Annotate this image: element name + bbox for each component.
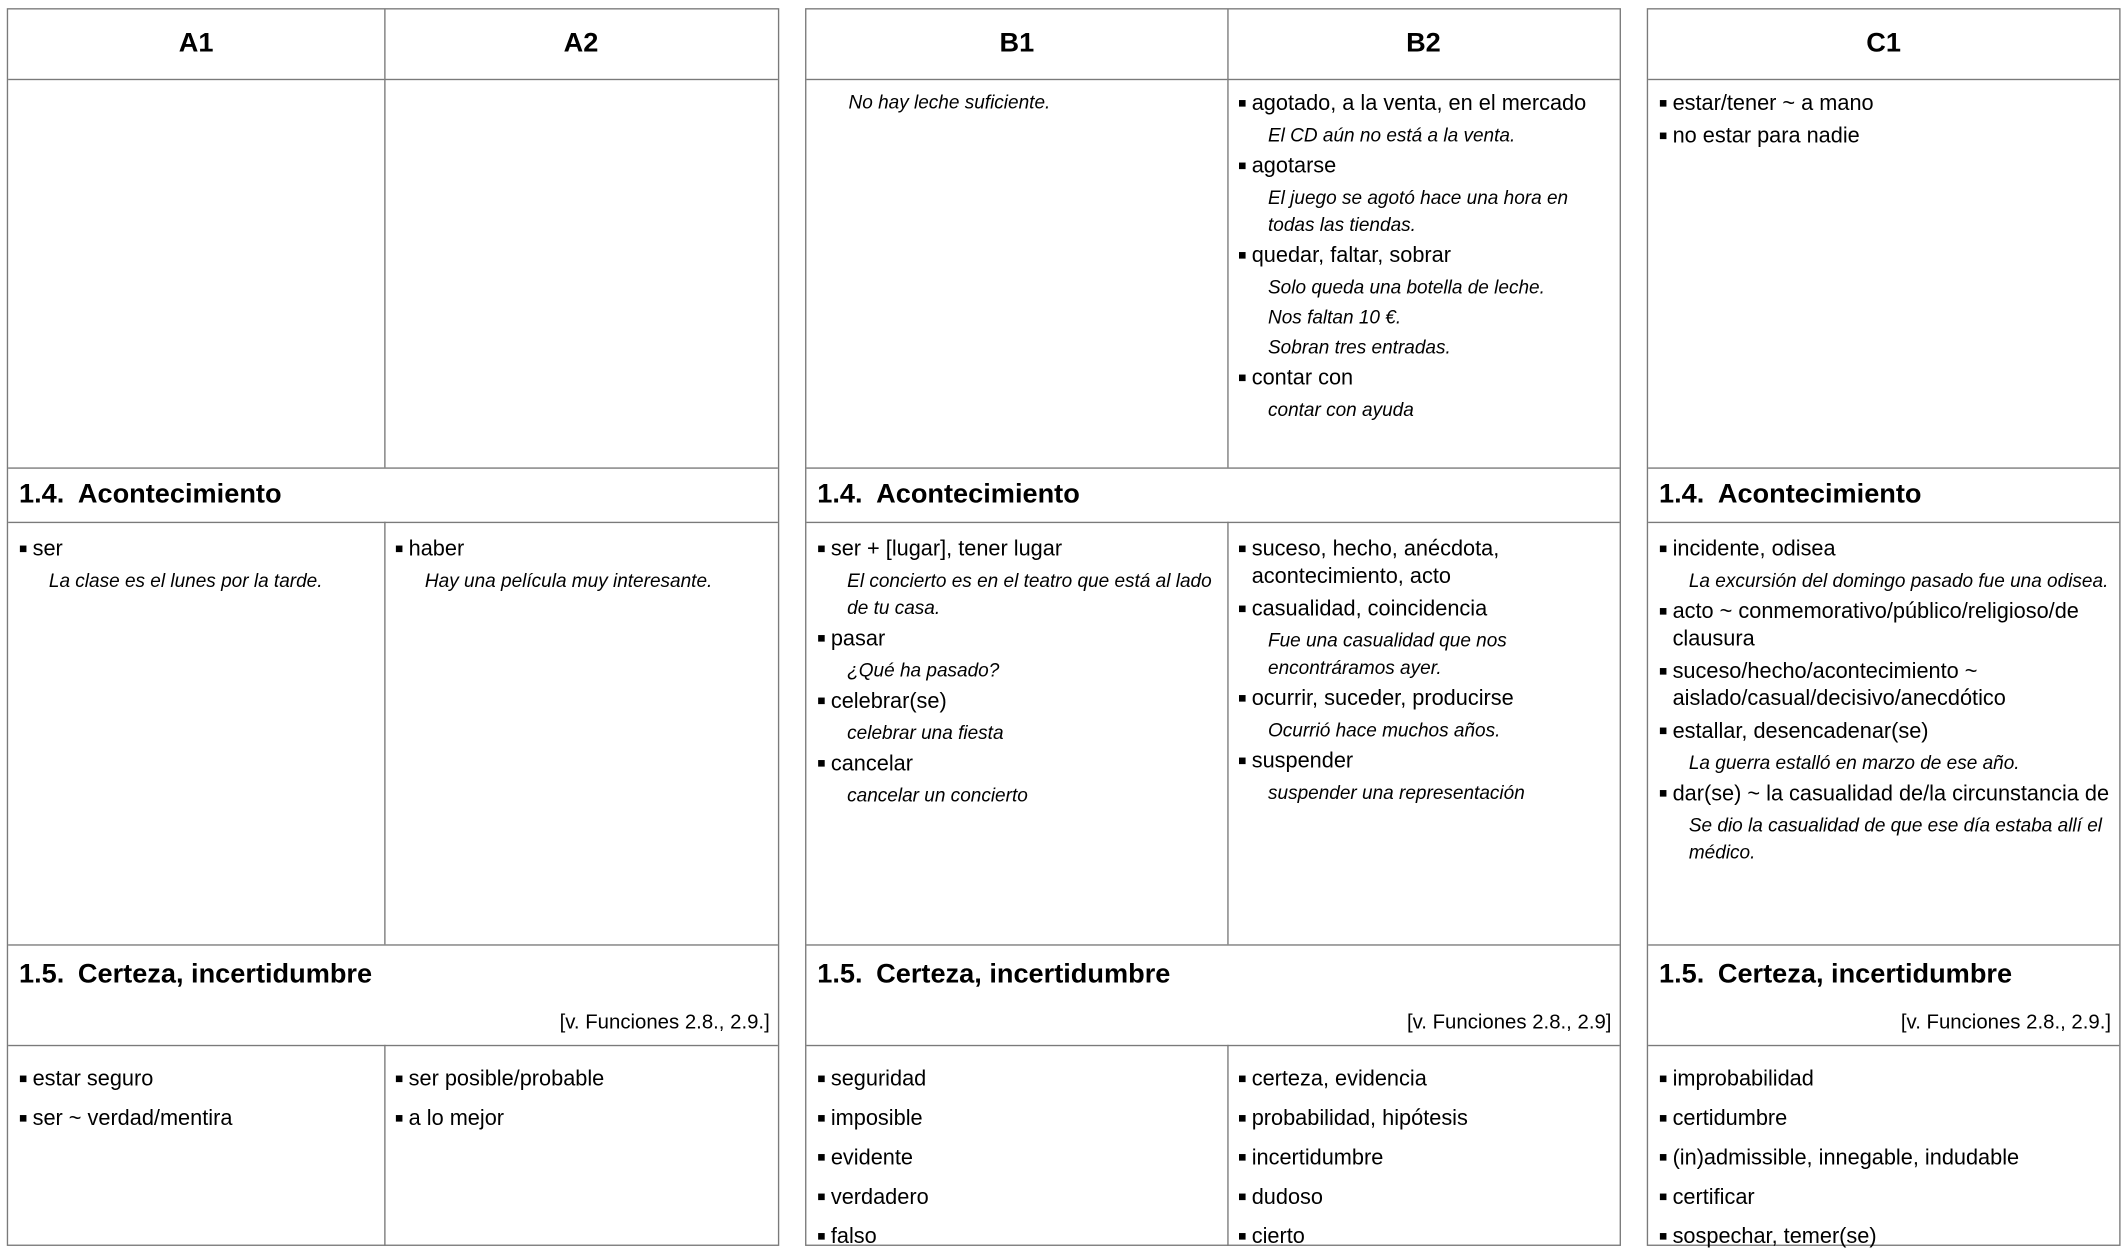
section-number: 1.5. (817, 959, 863, 990)
term-text: (in)admissible, innegable, indudable (1672, 1146, 2020, 1170)
example-text: contar con ayuda (1267, 398, 1414, 420)
term-text: cancelar (830, 752, 913, 776)
term-text: certificar (1672, 1186, 1755, 1210)
bullet-icon: ■ (1238, 542, 1247, 558)
section-number: 1.4. (817, 479, 863, 510)
example-text: La excursión del domingo pasado fue una odisea. (1688, 569, 2109, 592)
example-text: La clase es el lunes por la tarde. (48, 569, 323, 592)
term-item (395, 1106, 770, 1133)
term-text: estar seguro (32, 1067, 154, 1092)
term-item (395, 537, 770, 564)
section-1-5 (1648, 946, 2119, 1045)
term-text: acto ~ conmemorativo/público/religioso/de clausura (1672, 600, 2079, 651)
section-title: Acontecimiento (1717, 479, 1922, 510)
bullet-icon: ■ (1238, 1111, 1247, 1127)
section-number: 1.5. (1658, 959, 1705, 990)
b1-cert-cell (806, 1049, 1227, 1251)
bullet-icon: ■ (1658, 1150, 1668, 1166)
bullet-icon: ■ (1238, 158, 1247, 174)
example-text: La guerra estalló en marzo de ese año. (1688, 751, 2020, 774)
term-item (19, 1067, 376, 1094)
term-text: celebrar(se) (830, 690, 947, 714)
example-text: Ocurrió hace muchos años. (1267, 718, 1501, 741)
term-item (19, 1106, 376, 1133)
bullet-icon: ■ (1238, 1190, 1247, 1206)
term-item (1238, 154, 1611, 181)
section-title: Certeza, incertidumbre (1717, 959, 2013, 990)
example-text: Se dio la casualidad de que ese día estaba allí el médico. (1688, 813, 2103, 863)
bullet-icon: ■ (817, 756, 826, 772)
b2-event-cell (1227, 526, 1619, 806)
term-item (1238, 1106, 1611, 1133)
example-text: El juego se agotó hace una hora en todas las tiendas. (1267, 186, 1569, 236)
term-item (1659, 599, 2111, 653)
bullet-icon: ■ (395, 1111, 404, 1127)
section-1-4 (8, 469, 778, 522)
row-divider (1648, 1045, 2119, 1046)
bullet-icon: ■ (395, 542, 404, 558)
term-item (1238, 596, 1611, 623)
section-number: 1.4. (19, 479, 65, 510)
bullet-icon: ■ (817, 694, 826, 710)
term-item (1659, 1145, 2111, 1172)
header-c1: C1 (1648, 10, 2119, 81)
term-text: sospechar, temer(se) (1672, 1225, 1877, 1249)
term-text: certidumbre (1672, 1107, 1788, 1131)
bullet-icon: ■ (1238, 1072, 1247, 1087)
term-text: pasar (830, 627, 886, 651)
term-item (1238, 537, 1611, 591)
term-text: suceso/hecho/acontecimiento ~ aislado/casual/decisivo/anecdótico (1672, 660, 2006, 711)
table-c (1647, 8, 2121, 1249)
term-text: estallar, desencadenar(se) (1672, 720, 1929, 744)
term-item (395, 1067, 770, 1094)
term-item (817, 1145, 1219, 1172)
term-text: evidente (830, 1146, 913, 1170)
term-item (817, 1224, 1219, 1251)
term-text: seguridad (830, 1067, 927, 1092)
bullet-icon: ■ (817, 1190, 826, 1206)
column-divider (384, 10, 385, 468)
term-item (1659, 124, 2111, 151)
section-title: Acontecimiento (77, 479, 282, 510)
term-item (1238, 749, 1611, 776)
bullet-icon: ■ (1658, 786, 1668, 802)
term-text: contar con (1251, 366, 1354, 390)
bullet-icon: ■ (1658, 1111, 1668, 1127)
term-item (1659, 1067, 2111, 1094)
bullet-icon: ■ (1238, 96, 1247, 112)
term-item (1659, 781, 2111, 808)
term-text: no estar para nadie (1672, 125, 1860, 149)
section-1-4 (1648, 469, 2119, 522)
term-item (1659, 659, 2111, 713)
term-item (817, 751, 1219, 778)
term-text: ser (32, 538, 63, 562)
row-divider (1648, 522, 2119, 523)
term-text: probabilidad, hipótesis (1251, 1107, 1468, 1131)
term-item (19, 537, 376, 564)
bullet-icon: ■ (395, 1072, 404, 1087)
row-divider (8, 1045, 778, 1046)
term-text: ser ~ verdad/mentira (32, 1107, 233, 1131)
term-item (817, 689, 1219, 716)
example-text: Nos faltan 10 €. (1267, 305, 1402, 328)
bullet-icon: ■ (19, 1111, 28, 1127)
term-text: quedar, faltar, sobrar (1251, 244, 1451, 268)
header-b1: B1 (806, 10, 1227, 81)
c1-event-cell (1648, 526, 2119, 866)
bullet-icon: ■ (817, 1072, 826, 1087)
term-text: casualidad, coincidencia (1251, 597, 1488, 621)
term-item (1238, 1224, 1611, 1251)
bullet-icon: ■ (1658, 664, 1668, 680)
b2-cert-cell (1227, 1049, 1619, 1251)
term-text: dar(se) ~ la casualidad de/la circunstancia de (1672, 782, 2110, 806)
section-number: 1.4. (1658, 479, 1705, 510)
section-1-4 (806, 469, 1619, 522)
term-item (1659, 1185, 2111, 1212)
bullet-icon: ■ (19, 1072, 28, 1087)
bullet-icon: ■ (1658, 1072, 1668, 1087)
bullet-icon: ■ (1238, 691, 1247, 707)
a1-cert-cell (8, 1049, 384, 1133)
term-item (1659, 91, 2111, 118)
term-item (1659, 1224, 2111, 1251)
a2-event-cell (384, 526, 778, 594)
term-item (1238, 1185, 1611, 1212)
bullet-icon: ■ (817, 1150, 826, 1166)
term-item (817, 1106, 1219, 1133)
term-text: falso (830, 1225, 877, 1249)
bullet-icon: ■ (1238, 370, 1247, 386)
header-a2: A2 (384, 10, 778, 81)
row-divider (806, 522, 1619, 523)
term-text: certeza, evidencia (1251, 1067, 1427, 1092)
section-reference: [v. Funciones 2.8., 2.9.] (559, 1010, 770, 1034)
b1-event-cell (806, 526, 1227, 809)
term-text: suspender (1251, 750, 1354, 774)
example-text: Fue una casualidad que nos encontráramos ayer. (1267, 629, 1507, 678)
term-item (817, 537, 1219, 564)
header-a1: A1 (8, 10, 384, 81)
example-text: Hay una película muy interesante. (424, 569, 713, 592)
bullet-icon: ■ (1658, 129, 1668, 145)
term-text: agotarse (1251, 154, 1337, 178)
example-text: No hay leche suficiente. (848, 91, 1051, 113)
section-reference: [v. Funciones 2.8., 2.9] (1406, 1010, 1612, 1034)
section-title: Acontecimiento (876, 479, 1080, 510)
bullet-icon: ■ (1658, 542, 1668, 558)
term-item (817, 1067, 1219, 1094)
b2-top-cell (1227, 80, 1619, 422)
section-number: 1.5. (19, 959, 65, 990)
example-text: El concierto es en el teatro que está al lado de tu casa. (847, 569, 1212, 619)
c1-cert-cell (1648, 1049, 2119, 1251)
example-text: Solo queda una botella de leche. (1267, 275, 1545, 298)
term-text: agotado, a la venta, en el mercado (1251, 92, 1587, 116)
term-item (1238, 1067, 1611, 1094)
bullet-icon: ■ (1658, 724, 1668, 740)
example-text: celebrar una fiesta (847, 721, 1004, 744)
section-1-5 (8, 946, 778, 1045)
term-text: haber (408, 538, 465, 562)
term-text: incidente, odisea (1672, 538, 1836, 562)
term-item (1238, 1145, 1611, 1172)
term-text: suceso, hecho, anécdota, acontecimiento, acto (1251, 538, 1500, 589)
bullet-icon: ■ (817, 1111, 826, 1127)
b1-top-cell (806, 80, 1227, 115)
row-divider (8, 522, 778, 523)
a1-event-cell (8, 526, 384, 594)
term-item (1238, 365, 1611, 392)
bullet-icon: ■ (1238, 248, 1247, 264)
bullet-icon: ■ (1658, 1229, 1668, 1245)
term-text: incertidumbre (1251, 1146, 1384, 1170)
term-item (1238, 91, 1611, 118)
bullet-icon: ■ (1238, 601, 1247, 617)
term-text: a lo mejor (408, 1107, 505, 1131)
section-reference: [v. Funciones 2.8., 2.9.] (1900, 1010, 2112, 1034)
section-title: Certeza, incertidumbre (876, 959, 1171, 990)
bullet-icon: ■ (1238, 1229, 1247, 1245)
example-text: suspender una representación (1267, 781, 1525, 803)
bullet-icon: ■ (19, 542, 28, 558)
a2-cert-cell (384, 1049, 778, 1133)
term-text: improbabilidad (1672, 1067, 1814, 1092)
bullet-icon: ■ (1658, 604, 1668, 620)
term-item (1659, 719, 2111, 746)
example-text: ¿Qué ha pasado? (847, 658, 1000, 681)
term-item (817, 1185, 1219, 1212)
term-item (1659, 1106, 2111, 1133)
header-b2: B2 (1227, 10, 1619, 81)
term-text: dudoso (1251, 1186, 1323, 1210)
term-text: ser posible/probable (408, 1067, 605, 1092)
term-item (1238, 243, 1611, 270)
row-divider (806, 1045, 1619, 1046)
term-text: estar/tener ~ a mano (1672, 92, 1874, 116)
example-text: El CD aún no está a la venta. (1267, 123, 1516, 146)
bullet-icon: ■ (817, 631, 826, 647)
section-title: Certeza, incertidumbre (77, 959, 373, 990)
term-text: imposible (830, 1107, 923, 1131)
bullet-icon: ■ (1658, 1190, 1668, 1206)
table-b (805, 8, 1621, 1249)
bullet-icon: ■ (1238, 1150, 1247, 1166)
term-item (1238, 686, 1611, 713)
term-text: ocurrir, suceder, producirse (1251, 687, 1514, 711)
term-item (817, 626, 1219, 653)
term-item (1659, 537, 2111, 564)
bullet-icon: ■ (1658, 96, 1668, 112)
section-1-5 (806, 946, 1619, 1045)
c1-top-cell (1648, 80, 2119, 151)
bullet-icon: ■ (1238, 754, 1247, 770)
example-text: cancelar un concierto (847, 783, 1028, 806)
example-text: Sobran tres entradas. (1267, 335, 1451, 358)
term-text: ser + [lugar], tener lugar (830, 538, 1063, 562)
bullet-icon: ■ (817, 1229, 826, 1245)
term-text: verdadero (830, 1186, 929, 1210)
bullet-icon: ■ (817, 542, 826, 558)
table-a (7, 8, 779, 1246)
term-text: cierto (1251, 1225, 1305, 1249)
